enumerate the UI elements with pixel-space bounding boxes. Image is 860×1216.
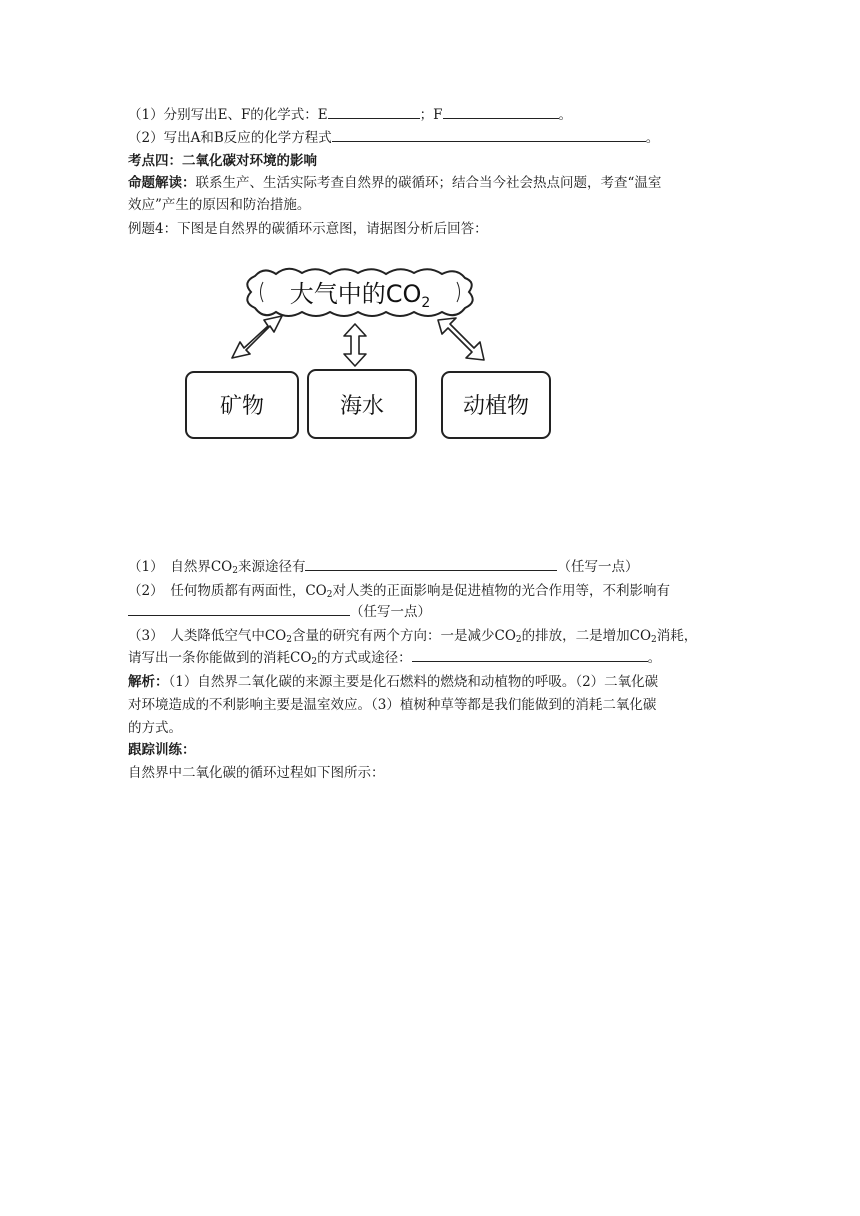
- question-text: 的排放，二是增加CO: [521, 628, 652, 644]
- question-text: 请写出一条你能做到的消耗CO: [128, 650, 312, 666]
- analysis-line-3: 的方式。: [128, 720, 182, 736]
- interpretation-text: 联系生产、生活实际考查自然界的碳循环；结合当今社会热点问题，考查“温室: [195, 175, 662, 191]
- box-label-animals-plants: 动植物: [462, 394, 530, 419]
- subscript: 2: [326, 590, 333, 600]
- subscript: 2: [286, 635, 292, 645]
- question-text: 消耗，: [656, 628, 698, 644]
- section-title: 考点四：二氧化碳对环境的影响: [128, 153, 317, 169]
- question-text: 对人类的正面影响是促进植物的光合作用等，不利影响有: [332, 583, 670, 599]
- question-text: （2）写出A和B反应的化学方程式: [128, 130, 332, 146]
- question-text: （1） 自然界CO: [128, 559, 233, 575]
- practice-label: 跟踪训练：: [128, 742, 196, 758]
- box-seawater: [308, 370, 416, 438]
- analysis-line-2: 对环境造成的不利影响主要是温室效应。（3）植树种草等都是我们能做到的消耗二氧化碳: [128, 697, 657, 713]
- analysis-text: （1）自然界二氧化碳的来源主要是化石燃料的燃烧和动植物的呼吸。（2）二氧化碳: [168, 674, 659, 690]
- question-2-line-2: [128, 601, 431, 623]
- question-text: （任写一点）: [350, 604, 431, 620]
- subscript: 2: [515, 635, 522, 645]
- answer-blank-consumption[interactable]: [412, 647, 648, 662]
- question-text: ；F: [419, 107, 443, 123]
- question-text: 来源途径有: [237, 559, 306, 575]
- answer-blank-equation[interactable]: [332, 127, 646, 142]
- subscript: 2: [232, 566, 238, 576]
- answer-blank-f[interactable]: [443, 104, 559, 119]
- question-text: （1）分别写出E、F的化学式：E: [128, 107, 328, 123]
- box-minerals: [186, 372, 298, 438]
- interpretation-label: 命题解读：: [128, 175, 196, 191]
- question-ef-formulas: [128, 104, 572, 126]
- carbon-cycle-diagram: [180, 262, 560, 442]
- analysis-label: 解析：: [128, 674, 169, 690]
- answer-blank-source[interactable]: [305, 556, 557, 571]
- question-text: 的方式或途径：: [317, 650, 412, 666]
- box-label-minerals: 矿物: [219, 394, 265, 419]
- box-label-seawater: 海水: [339, 394, 385, 419]
- answer-blank-negative-effect[interactable]: [128, 601, 350, 616]
- subscript: 2: [651, 635, 657, 645]
- interpretation-line-1: [128, 172, 661, 194]
- question-text: （3） 人类降低空气中CO: [128, 628, 287, 644]
- question-text: 。: [645, 130, 660, 146]
- cloud-label: 大气中的$CO_2$: [289, 280, 431, 311]
- subscript: 2: [311, 657, 318, 667]
- question-text: 。: [558, 107, 573, 123]
- arrow-cloud-minerals: [232, 316, 282, 358]
- box-animals-plants: [442, 372, 550, 438]
- example-prompt: 例题4：下图是自然界的碳循环示意图，请据图分析后回答：: [128, 221, 488, 237]
- question-3-line-2: [128, 647, 661, 673]
- question-text: 。: [647, 650, 662, 666]
- practice-text: 自然界中二氧化碳的循环过程如下图所示：: [128, 765, 385, 781]
- arrow-cloud-seawater: [344, 324, 366, 366]
- question-text: （2） 任何物质都有两面性，CO: [128, 583, 327, 599]
- question-1: [128, 556, 638, 582]
- analysis-line-1: [128, 671, 658, 693]
- answer-blank-e[interactable]: [328, 104, 420, 119]
- interpretation-line-2: 效应”产生的原因和防治措施。: [128, 197, 311, 213]
- question-ab-equation: [128, 127, 659, 149]
- question-text: （任写一点）: [557, 559, 639, 575]
- arrow-cloud-animals-plants: [438, 318, 484, 360]
- question-text: 含量的研究有两个方向：一是减少CO: [291, 628, 516, 644]
